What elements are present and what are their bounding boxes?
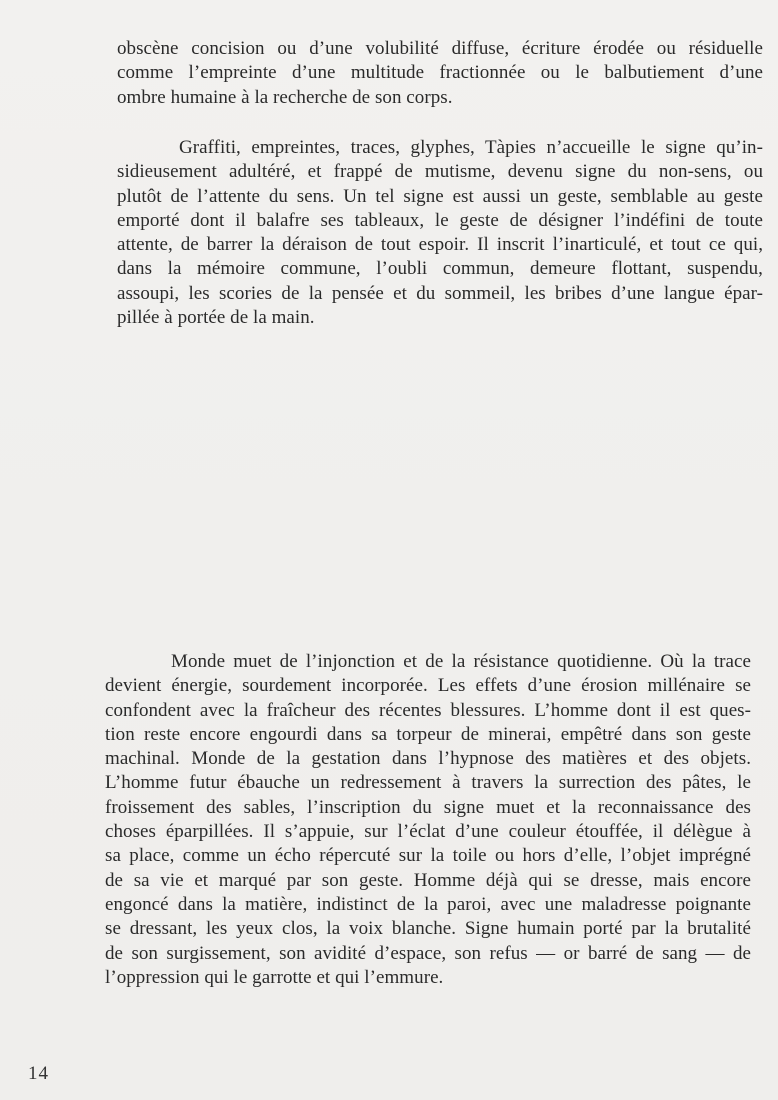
text-line: comme l’empreinte d’une multitude fractionnée ou le balbutiement d’une	[117, 62, 763, 84]
text-line: froissement des sables, l’inscription du signe muet et la reconnaissance des	[105, 796, 751, 818]
text-line: emporté dont il balafre ses tableaux, le geste de désigner l’indéfini de toute	[117, 209, 763, 231]
text-line: ombre humaine à la recherche de son corps.	[117, 86, 453, 108]
text-line: de son surgissement, son avidité d’espace, son refus — or barré de sang — de	[105, 942, 751, 964]
text-line: attente, de barrer la déraison de tout espoir. Il inscrit l’inarticulé, et tout ce qui,	[117, 234, 763, 256]
page-number: 14	[28, 1063, 49, 1084]
text-line: L’homme futur ébauche un redressement à travers la surrection des pâtes, le	[105, 772, 751, 794]
paragraph-graffiti	[117, 136, 763, 330]
text-line: l’oppression qui le garrotte et qui l’emmure.	[105, 966, 444, 988]
text-line: de sa vie et marqué par son geste. Homme déjà qui se dresse, mais encore	[105, 869, 751, 891]
text-line: engoncé dans la matière, indistinct de la paroi, avec une maladresse poignante	[105, 893, 751, 915]
text-line: obscène concision ou d’une volubilité diffuse, écriture érodée ou résiduelle	[117, 38, 763, 59]
paragraph-continuation	[117, 37, 763, 110]
text-line: dans la mémoire commune, l’oubli commun, demeure flottant, suspendu,	[117, 258, 763, 280]
text-line: Graffiti, empreintes, traces, glyphes, Tàpies n’accueille le signe qu’in-	[179, 137, 763, 158]
text-line: plutôt de l’attente du sens. Un tel signe est aussi un geste, semblable au geste	[117, 185, 763, 207]
text-line: confondent avec la fraîcheur des récentes blessures. L’homme dont il est ques-	[105, 699, 751, 721]
text-line: tion reste encore engourdi dans sa torpeur de minerai, empêtré dans son geste	[105, 723, 751, 745]
text-line: sa place, comme un écho répercuté sur la toile ou hors d’elle, l’objet imprégné	[105, 845, 751, 867]
text-line: assoupi, les scories de la pensée et du sommeil, les bribes d’une langue épar-	[117, 282, 763, 304]
paragraph-monde	[105, 650, 751, 990]
text-line: devient énergie, sourdement incorporée. Les effets d’une érosion millénaire se	[105, 675, 751, 697]
text-line: se dressant, les yeux clos, la voix blanche. Signe humain porté par la brutalité	[105, 918, 751, 940]
text-line: machinal. Monde de la gestation dans l’hypnose des matières et des objets.	[105, 748, 751, 770]
text-line: Monde muet de l’injonction et de la résistance quotidienne. Où la trace	[171, 651, 751, 672]
text-line: pillée à portée de la main.	[117, 307, 315, 329]
text-line: sidieusement adultéré, et frappé de mutisme, devenu signe du non-sens, ou	[117, 161, 763, 183]
text-line: choses éparpillées. Il s’appuie, sur l’éclat d’une couleur étouffée, il délègue à	[105, 821, 751, 843]
